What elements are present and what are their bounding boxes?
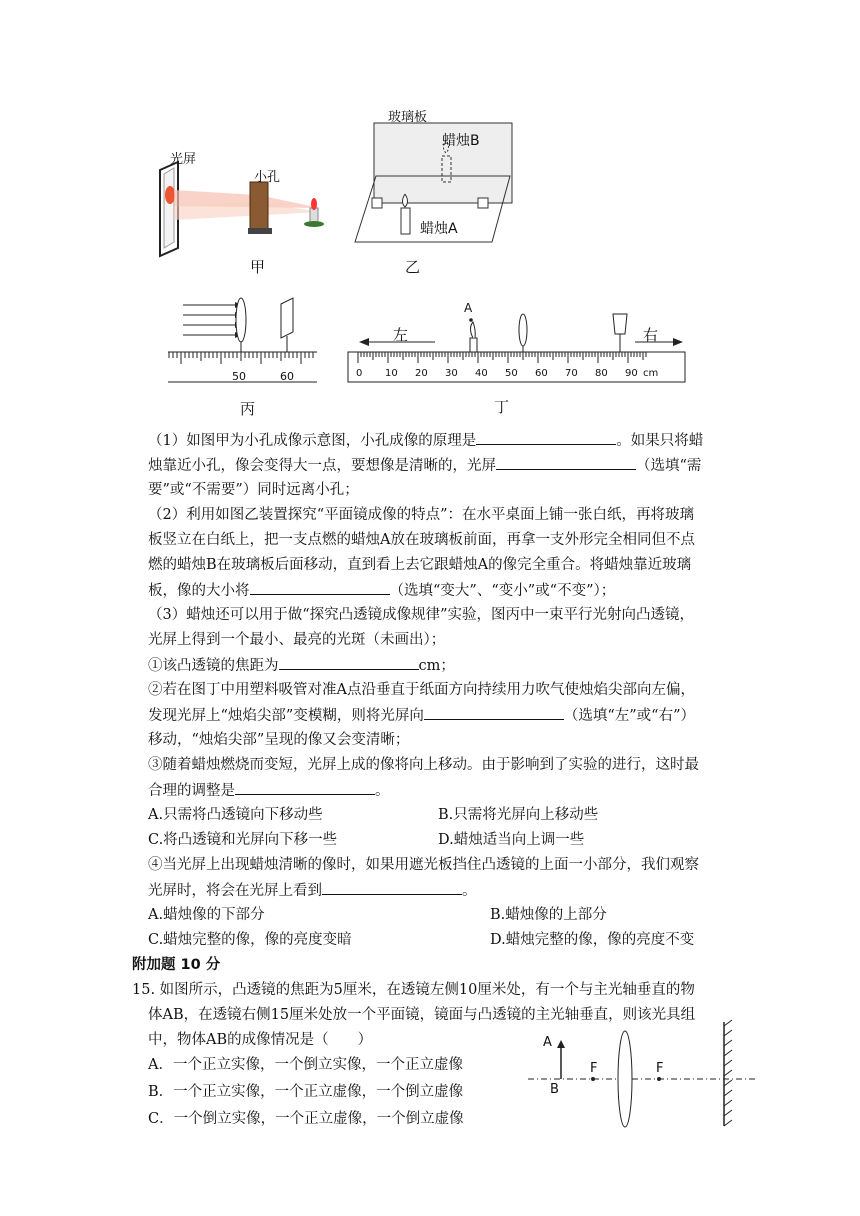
answer-blank[interactable] [279, 653, 419, 670]
caption-bing: 丙 [240, 400, 256, 418]
answer-blank[interactable] [235, 778, 375, 795]
option[interactable]: A.只需将凸透镜向下移动些 [148, 807, 323, 823]
hole-label: 小孔 [254, 170, 281, 185]
ding-tick: 30 [445, 368, 458, 379]
q3-s1: ①该凸透镜的焦距为 cm； [148, 653, 455, 675]
q3-line2: 光屏上得到一个最小、最亮的光斑（未画出）； [148, 632, 446, 648]
option[interactable]: A.蜡烛像的下部分 [148, 907, 265, 923]
q2-line2: 板竖立在白纸上，把一支点燃的蜡烛A放在玻璃板前面，再拿一支外形完全相同但不点 [148, 532, 695, 548]
ding-tick: 40 [475, 368, 488, 379]
option[interactable]: B．一个正立实像，一个正立虚像，一个倒立虚像 [148, 1084, 464, 1100]
answer-blank[interactable] [250, 578, 390, 595]
candle-b-label: 蜡烛B [442, 133, 480, 149]
ding-tick: 70 [565, 368, 578, 379]
q15-label-f1: F [590, 1061, 598, 1076]
q2-line1: （2）利用如图乙装置探究“平面镜成像的特点”：在水平桌面上铺一张白纸，再将玻璃 [148, 507, 695, 523]
candle-a-label: 蜡烛A [420, 221, 458, 237]
option[interactable]: C.将凸透镜和光屏向下移一些 [148, 832, 338, 848]
option[interactable]: D.蜡烛适当向上调一些 [438, 832, 585, 848]
ding-point-a: A [464, 301, 473, 315]
q15-label-a: A [543, 1035, 552, 1050]
ding-tick: 60 [535, 368, 548, 379]
q3-line1: （3）蜡烛还可以用于做“探究凸透镜成像规律”实验，图丙中一束平行光射向凸透镜， [148, 607, 695, 623]
q15-label-f2: F [656, 1061, 664, 1076]
option[interactable]: B.只需将光屏向上移动些 [438, 807, 599, 823]
q3-s4-line1: ④当光屏上出现蜡烛清晰的像时，如果用遮光板挡住凸透镜的上面一小部分，我们观察 [148, 857, 699, 873]
q15-label-b: B [550, 1082, 559, 1097]
option[interactable]: C．一个倒立实像，一个正立虚像，一个倒立虚像 [148, 1111, 464, 1127]
answer-blank[interactable] [476, 428, 616, 445]
q2-line4: 板，像的大小将 （选填“变大”、“变小”或“不变”）； [148, 578, 615, 600]
q2-line3: 燃的蜡烛B在玻璃板后面移动，直到看上去它跟蜡烛A的像完全重合。将蜡烛靠近玻璃 [148, 557, 692, 573]
option[interactable]: C.蜡烛完整的像，像的亮度变暗 [148, 932, 352, 948]
option[interactable]: A．一个正立实像，一个倒立实像，一个正立虚像 [148, 1057, 463, 1073]
ding-tick-labels [355, 368, 685, 382]
ding-tick: 80 [595, 368, 608, 379]
ding-tick: 0 [356, 368, 363, 379]
bing-tick-60: 60 [280, 370, 294, 383]
q3-s3-line1: ③随着蜡烛燃烧而变短，光屏上成的像将向上移动。由于影响到了实验的进行，这时最 [148, 757, 699, 773]
q1-line1: （1）如图甲为小孔成像示意图，小孔成像的原理是 。如果只将蜡 [148, 428, 703, 450]
q3-s2-line2: 发现光屏上“烛焰尖部”变模糊，则将光屏向 （选填“左”或“右”） [148, 703, 695, 725]
answer-blank[interactable] [322, 878, 462, 895]
q1-line3: 要”或“不需要”）同时远离小孔； [148, 482, 359, 498]
caption-ding: 丁 [494, 398, 510, 416]
ding-left: 左 [393, 326, 409, 344]
ding-tick: 20 [415, 368, 428, 379]
screen-label: 光屏 [170, 152, 197, 167]
answer-blank[interactable] [496, 453, 636, 470]
q15-line1: 15. 如图所示，凸透镜的焦距为5厘米，在透镜左侧10厘米处，有一个与主光轴垂直的物 [132, 982, 695, 998]
bing-tick-50: 50 [232, 370, 246, 383]
ding-unit: cm [643, 368, 659, 379]
ding-tick: 90 [625, 368, 638, 379]
ding-tick: 10 [385, 368, 398, 379]
q3-s4-line2: 光屏时，将会在光屏上看到 。 [148, 878, 477, 900]
q15-line2: 体AB，在透镜右侧15厘米处放一个平面镜，镜面与凸透镜的主光轴垂直，则该光具组 [148, 1007, 696, 1023]
ding-right: 右 [643, 326, 659, 344]
q15-line3: 中，物体AB的成像情况是（ ） [148, 1032, 373, 1048]
caption-yi: 乙 [405, 258, 421, 276]
option[interactable]: D.蜡烛完整的像，像的亮度不变 [490, 932, 695, 948]
glass-label: 玻璃板 [388, 110, 428, 125]
option[interactable]: B.蜡烛像的上部分 [490, 907, 607, 923]
q3-s2-line1: ②若在图丁中用塑料吸管对准A点沿垂直于纸面方向持续用力吹气使烛焰尖部向左偏， [148, 682, 695, 698]
figure-q15 [528, 1018, 758, 1130]
q3-s3-line2: 合理的调整是 。 [148, 778, 390, 800]
ding-tick: 50 [505, 368, 518, 379]
bonus-title: 附加题 10 分 [132, 957, 221, 973]
q1-line2: 烛靠近小孔，像会变得大一点，要想像是清晰的，光屏 （选填“需 [148, 453, 701, 475]
caption-jia: 甲 [250, 258, 266, 276]
q3-s2-line3: 移动，“烛焰尖部”呈现的像又会变清晰； [148, 732, 410, 748]
answer-blank[interactable] [424, 703, 564, 720]
